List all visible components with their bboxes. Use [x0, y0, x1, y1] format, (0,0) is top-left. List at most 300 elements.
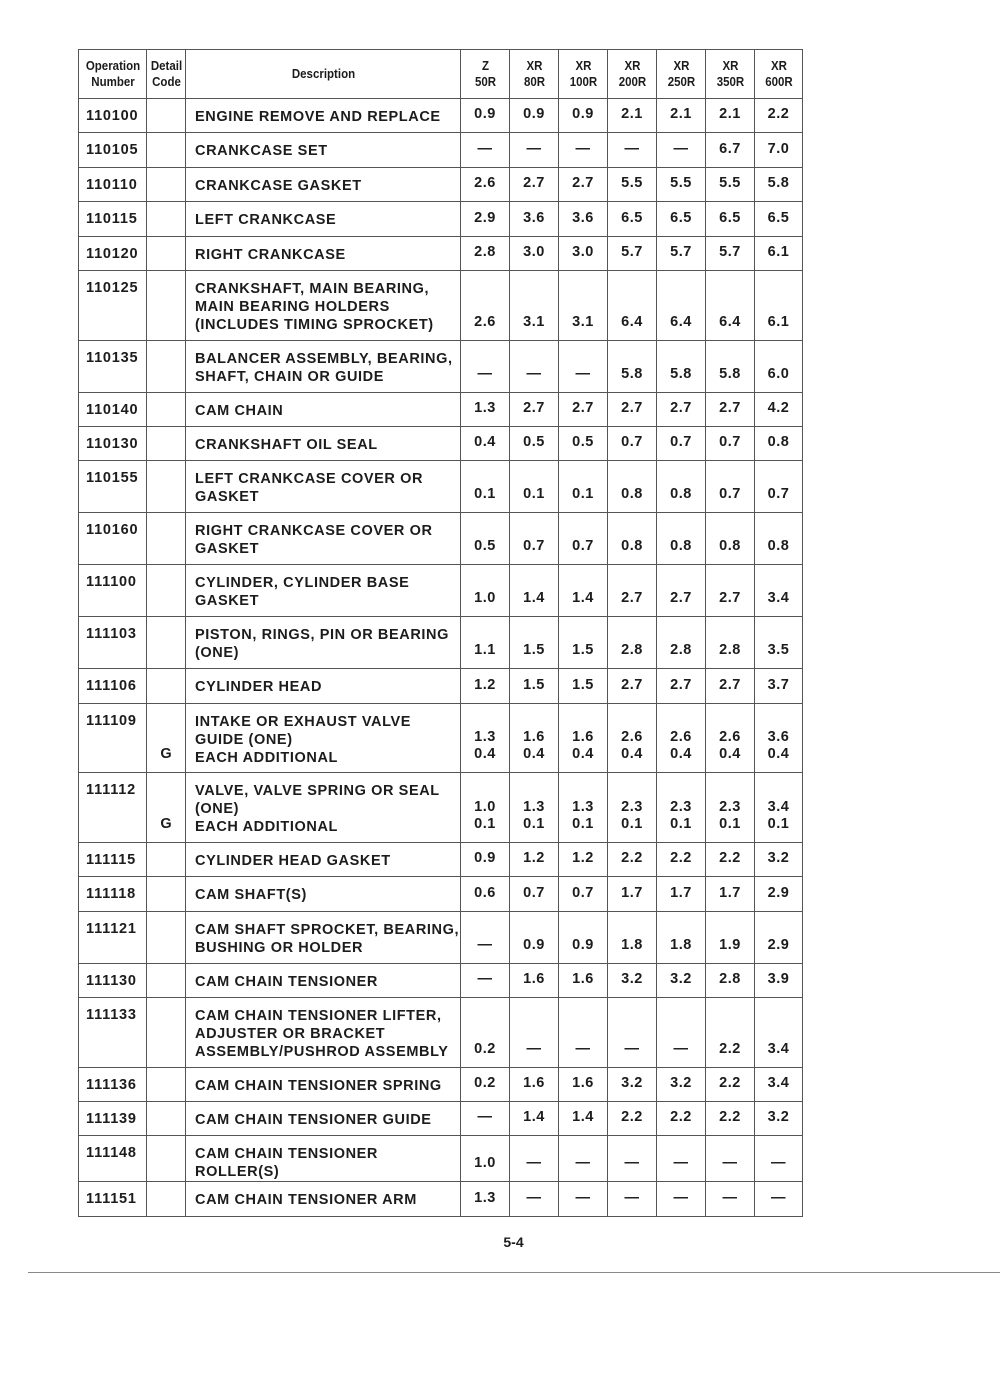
labor-time-stack [657, 366, 705, 383]
description-line: CAM CHAIN [195, 402, 284, 419]
labor-time-stack [706, 590, 754, 607]
description [186, 703, 461, 773]
labor-time-stack [559, 1109, 607, 1126]
description-header: Description [197, 50, 450, 99]
description [186, 133, 461, 167]
labor-time-stack [510, 400, 558, 417]
detail-code [147, 877, 186, 911]
table-body [79, 99, 803, 1217]
table-row [79, 236, 803, 270]
labor-time-stack [706, 314, 754, 331]
labor-time-value: 3.2 [621, 971, 643, 988]
labor-time-cell [755, 270, 803, 340]
labor-time-cell [657, 703, 706, 773]
labor-time-cell [706, 773, 755, 843]
description-line: LEFT CRANKCASE [195, 212, 337, 229]
description-line: RIGHT CRANKCASE COVER OR [195, 523, 433, 540]
detail-code [147, 99, 186, 133]
table-row [79, 167, 803, 201]
labor-time-stack [461, 1075, 509, 1092]
labor-time-value: 1.5 [572, 676, 594, 693]
labor-time-value: 2.1 [670, 106, 692, 123]
description [186, 513, 461, 565]
description [186, 461, 461, 513]
operation-number: 111103 [79, 617, 147, 669]
labor-time-value: 0.8 [621, 486, 643, 503]
labor-time-stack [608, 971, 656, 988]
labor-time-cell [657, 513, 706, 565]
labor-time-value: 2.7 [523, 399, 545, 416]
operation-number: 110105 [79, 133, 147, 167]
detail-code-value: G [160, 746, 172, 763]
labor-time-value: — [477, 1109, 493, 1126]
detail-code [147, 167, 186, 201]
labor-time-stack [608, 1041, 656, 1058]
labor-time-stack [706, 1041, 754, 1058]
detail-code [147, 842, 186, 876]
labor-time-value: 1.2 [523, 850, 545, 867]
labor-time-cell [755, 963, 803, 997]
labor-time-stack [510, 677, 558, 694]
labor-time-cell [706, 1182, 755, 1216]
labor-time-value: 0.9 [523, 936, 545, 953]
labor-time-value: 1.6 [572, 971, 594, 988]
labor-time-cell [706, 617, 755, 669]
labor-time-cell [608, 133, 657, 167]
labor-time-stack [608, 590, 656, 607]
labor-time-value: — [526, 1189, 542, 1206]
labor-time-cell [755, 392, 803, 426]
labor-time-cell [706, 911, 755, 963]
labor-time-cell [510, 842, 559, 876]
labor-time-cell [461, 426, 510, 460]
labor-time-value: 3.0 [572, 243, 594, 260]
description-line: LEFT CRANKCASE COVER OR [195, 471, 424, 488]
labor-time-value: 2.2 [719, 1075, 741, 1092]
description-line: (ONE) [195, 645, 240, 662]
header-line: XR [673, 59, 689, 73]
labor-time-stack [559, 434, 607, 451]
labor-time-value: 2.8 [719, 971, 741, 988]
header-row [79, 50, 803, 99]
labor-time-cell [706, 1102, 755, 1136]
detail-code [147, 669, 186, 703]
labor-time-value: 0.8 [767, 538, 790, 555]
labor-time-cell [706, 461, 755, 513]
labor-time-stack [755, 850, 802, 867]
labor-time-stack [510, 590, 558, 607]
labor-time-cell [755, 911, 803, 963]
labor-time-stack [559, 210, 607, 227]
labor-time-stack [657, 1075, 705, 1092]
labor-time-stack [706, 642, 754, 659]
labor-time-value: 2.7 [523, 175, 545, 192]
labor-time-value: 0.4 [523, 746, 545, 763]
labor-time-stack [706, 971, 754, 988]
labor-time-stack [706, 175, 754, 192]
labor-time-stack [657, 244, 705, 261]
labor-time-cell [608, 877, 657, 911]
labor-time-cell [706, 877, 755, 911]
description-line: GASKET [195, 541, 260, 558]
labor-time-cell [657, 167, 706, 201]
labor-time-cell [510, 99, 559, 133]
labor-time-cell [510, 202, 559, 236]
labor-time-stack [608, 141, 656, 158]
labor-time-cell [755, 167, 803, 201]
labor-time-cell [706, 842, 755, 876]
header-line: XR [770, 59, 787, 73]
operation-number: 110110 [79, 167, 147, 201]
labor-time-stack [510, 141, 558, 158]
labor-time-stack [755, 1075, 802, 1092]
labor-time-value: — [575, 1040, 591, 1057]
labor-time-cell [608, 236, 657, 270]
labor-time-cell [706, 270, 755, 340]
labor-time-value: 0.7 [572, 884, 594, 901]
labor-time-value: — [477, 140, 493, 157]
description [186, 167, 461, 201]
labor-time-cell [657, 461, 706, 513]
operation-number: 111112 [79, 773, 147, 843]
labor-time-stack [461, 106, 509, 123]
labor-time-value: 1.5 [523, 676, 545, 693]
labor-time-cell [461, 392, 510, 426]
description [186, 963, 461, 997]
labor-time-cell [608, 1136, 657, 1182]
labor-time-value: 2.7 [719, 676, 741, 693]
labor-time-value: 3.6 [523, 209, 545, 226]
labor-time-value: 1.4 [523, 590, 545, 607]
labor-time-value: 6.5 [767, 209, 790, 226]
labor-time-cell [608, 703, 657, 773]
description [186, 842, 461, 876]
labor-time-stack [608, 1109, 656, 1126]
labor-time-stack [608, 1155, 656, 1172]
labor-time-value: 1.5 [523, 642, 545, 659]
labor-time-cell [461, 513, 510, 565]
labor-time-cell [608, 998, 657, 1068]
labor-time-stack [559, 971, 607, 988]
labor-time-stack [559, 175, 607, 192]
labor-time-value: 1.3 [474, 729, 496, 746]
labor-time-table [78, 49, 803, 1217]
header-line: Number [90, 75, 135, 89]
description [186, 1067, 461, 1101]
labor-time-value: 1.6 [523, 971, 545, 988]
labor-time-value: 0.9 [474, 850, 496, 867]
header-line: Detail [150, 59, 182, 73]
labor-time-cell [706, 669, 755, 703]
table-row [79, 1067, 803, 1101]
labor-time-value: 2.8 [621, 642, 643, 659]
labor-time-value: — [526, 1040, 542, 1057]
operation-number: 111148 [79, 1136, 147, 1182]
labor-time-value: 0.7 [719, 486, 741, 503]
operation-number: 111115 [79, 842, 147, 876]
table-row [79, 669, 803, 703]
labor-time-cell [706, 1136, 755, 1182]
labor-time-value: 2.2 [767, 106, 790, 123]
labor-time-cell [559, 1067, 608, 1101]
labor-time-value: — [575, 365, 591, 382]
labor-time-value: 0.1 [767, 815, 790, 832]
labor-time-stack [755, 1190, 802, 1207]
labor-time-value: 5.5 [621, 175, 643, 192]
labor-time-value: — [526, 365, 542, 382]
labor-time-value: 2.8 [670, 642, 692, 659]
header-line: 50R [474, 75, 496, 89]
labor-time-stack [510, 434, 558, 451]
labor-time-value: 2.7 [670, 676, 692, 693]
labor-time-cell [461, 167, 510, 201]
labor-time-stack [706, 244, 754, 261]
labor-time-value: — [722, 1155, 738, 1172]
labor-time-cell [461, 1067, 510, 1101]
labor-time-value: 1.2 [474, 676, 496, 693]
labor-time-value: — [575, 140, 591, 157]
labor-time-value: 2.2 [670, 1109, 692, 1126]
labor-time-value: 0.7 [523, 538, 545, 555]
labor-time-stack [755, 937, 802, 954]
model-header-xr350r [707, 50, 752, 99]
labor-time-stack [706, 1109, 754, 1126]
header-line: Z [481, 59, 489, 73]
labor-time-stack [559, 885, 607, 902]
labor-time-value: 5.7 [670, 243, 692, 260]
description-line: BUSHING OR HOLDER [195, 939, 364, 956]
labor-time-value: 2.6 [474, 313, 496, 330]
labor-time-value: 0.9 [523, 106, 545, 123]
labor-time-value: 1.3 [474, 1189, 496, 1206]
labor-time-cell [657, 669, 706, 703]
labor-time-value: — [575, 1189, 591, 1206]
labor-time-value: 5.8 [767, 175, 790, 192]
detail-code [147, 426, 186, 460]
labor-time-stack [755, 400, 802, 417]
labor-time-cell [510, 998, 559, 1068]
labor-time-cell [559, 1102, 608, 1136]
labor-time-value: 0.7 [670, 434, 692, 451]
labor-time-stack [657, 799, 705, 833]
labor-time-cell [755, 1102, 803, 1136]
labor-time-stack [657, 677, 705, 694]
labor-time-value: 3.7 [767, 676, 790, 693]
operation-number: 111100 [79, 565, 147, 617]
description-line: CYLINDER HEAD [195, 679, 323, 696]
labor-time-value: 2.2 [719, 1109, 741, 1126]
operation-number: 110120 [79, 236, 147, 270]
labor-time-stack [657, 850, 705, 867]
labor-time-stack [755, 799, 802, 833]
description-line: SHAFT, CHAIN OR GUIDE [195, 368, 385, 385]
labor-time-stack [461, 244, 509, 261]
labor-time-stack [510, 885, 558, 902]
labor-time-value: 0.4 [572, 746, 594, 763]
labor-time-stack [510, 210, 558, 227]
labor-time-stack [559, 106, 607, 123]
model-header-xr200r [609, 50, 654, 99]
labor-time-stack [510, 486, 558, 503]
page-number: 5-4 [503, 1234, 524, 1250]
labor-time-stack [608, 366, 656, 383]
labor-time-cell [706, 565, 755, 617]
labor-time-cell [657, 133, 706, 167]
labor-time-stack [657, 141, 705, 158]
labor-time-stack [608, 799, 656, 833]
header-line: XR [722, 59, 738, 73]
labor-time-cell [755, 1136, 803, 1182]
description [186, 340, 461, 392]
description [186, 99, 461, 133]
description-line: GASKET [195, 593, 260, 610]
description-line: CYLINDER HEAD GASKET [195, 852, 391, 869]
labor-time-stack [461, 642, 509, 659]
labor-time-stack [461, 1041, 509, 1058]
header-line: 80R [523, 75, 545, 89]
description-line: CAM CHAIN TENSIONER ROLLER(S) [195, 1146, 378, 1181]
labor-time-stack [461, 677, 509, 694]
labor-time-value: 0.7 [767, 486, 790, 503]
labor-time-stack [657, 314, 705, 331]
labor-time-cell [657, 340, 706, 392]
detail-code [147, 1102, 186, 1136]
labor-time-cell [755, 426, 803, 460]
labor-time-cell [755, 565, 803, 617]
detail-code [147, 1067, 186, 1101]
labor-time-cell [608, 202, 657, 236]
labor-time-value: 0.5 [474, 538, 496, 555]
labor-time-cell [657, 426, 706, 460]
labor-time-stack [559, 400, 607, 417]
labor-time-stack [510, 314, 558, 331]
labor-time-cell [657, 877, 706, 911]
labor-time-stack [706, 486, 754, 503]
labor-time-cell [559, 270, 608, 340]
labor-time-value: — [771, 1155, 786, 1172]
header-line: XR [575, 59, 591, 73]
labor-time-value: 3.1 [572, 313, 594, 330]
table-row [79, 513, 803, 565]
labor-time-cell [706, 99, 755, 133]
labor-time-cell [706, 340, 755, 392]
labor-time-cell [559, 877, 608, 911]
labor-time-stack [755, 1155, 802, 1172]
operation-number: 110115 [79, 202, 147, 236]
labor-time-cell [657, 773, 706, 843]
labor-time-stack [657, 971, 705, 988]
labor-time-value: 3.2 [670, 971, 692, 988]
labor-time-stack [657, 538, 705, 555]
labor-time-cell [608, 565, 657, 617]
labor-time-cell [510, 669, 559, 703]
description-line: INTAKE OR EXHAUST VALVE [195, 713, 412, 730]
labor-time-value: 2.9 [767, 936, 790, 953]
labor-time-stack [706, 106, 754, 123]
labor-time-value: 1.8 [621, 936, 643, 953]
table-row [79, 340, 803, 392]
labor-time-value: 7.0 [767, 140, 790, 157]
labor-time-cell [559, 202, 608, 236]
labor-time-stack [706, 729, 754, 763]
labor-time-stack [461, 937, 509, 954]
detail-code [147, 617, 186, 669]
labor-time-stack [657, 400, 705, 417]
labor-time-stack [608, 677, 656, 694]
table-row [79, 877, 803, 911]
labor-time-value: 1.3 [474, 399, 496, 416]
labor-time-stack [608, 1075, 656, 1092]
description-line: GASKET [195, 489, 260, 506]
labor-time-value: 2.1 [719, 106, 741, 123]
labor-time-stack [559, 799, 607, 833]
description-line: EACH ADDITIONAL [195, 749, 338, 766]
labor-time-value: 2.7 [621, 676, 643, 693]
labor-time-cell [608, 773, 657, 843]
labor-time-cell [559, 236, 608, 270]
labor-time-cell [510, 703, 559, 773]
labor-time-cell [657, 270, 706, 340]
detail-code [147, 963, 186, 997]
detail-code [147, 998, 186, 1068]
table-row [79, 202, 803, 236]
labor-time-cell [755, 877, 803, 911]
description-line: PISTON, RINGS, PIN OR BEARING [195, 627, 449, 644]
labor-time-stack [510, 642, 558, 659]
labor-time-cell [608, 340, 657, 392]
labor-time-stack [559, 642, 607, 659]
labor-time-cell [657, 842, 706, 876]
labor-time-cell [510, 1136, 559, 1182]
description [186, 1136, 461, 1182]
labor-time-cell [510, 461, 559, 513]
labor-time-stack [559, 590, 607, 607]
labor-time-stack [559, 1075, 607, 1092]
labor-time-value: 2.6 [621, 729, 643, 746]
labor-time-value: — [624, 1040, 640, 1057]
labor-time-value: 0.9 [572, 936, 594, 953]
detail-code [147, 133, 186, 167]
labor-time-cell [755, 842, 803, 876]
labor-time-stack [461, 314, 509, 331]
labor-time-stack [461, 434, 509, 451]
labor-time-value: 2.7 [719, 399, 741, 416]
labor-time-stack [608, 314, 656, 331]
labor-time-cell [657, 236, 706, 270]
labor-time-cell [461, 461, 510, 513]
labor-time-stack [706, 141, 754, 158]
description-line: CRANKSHAFT, MAIN BEARING, [195, 280, 430, 297]
labor-time-value: 0.7 [572, 538, 594, 555]
labor-time-value: — [526, 140, 542, 157]
labor-time-cell [510, 877, 559, 911]
labor-time-stack [755, 141, 802, 158]
labor-time-cell [461, 617, 510, 669]
labor-time-value: 0.6 [474, 884, 496, 901]
table-row [79, 773, 803, 843]
model-header-xr80r [511, 50, 556, 99]
labor-time-value: — [477, 971, 493, 988]
operation-number: 110135 [79, 340, 147, 392]
labor-time-stack [657, 937, 705, 954]
labor-time-value: 1.2 [572, 850, 594, 867]
description [186, 617, 461, 669]
labor-time-cell [510, 1182, 559, 1216]
labor-time-cell [657, 1067, 706, 1101]
detail-code-stack [147, 746, 185, 763]
operation-number: 110140 [79, 392, 147, 426]
labor-time-stack [706, 1155, 754, 1172]
